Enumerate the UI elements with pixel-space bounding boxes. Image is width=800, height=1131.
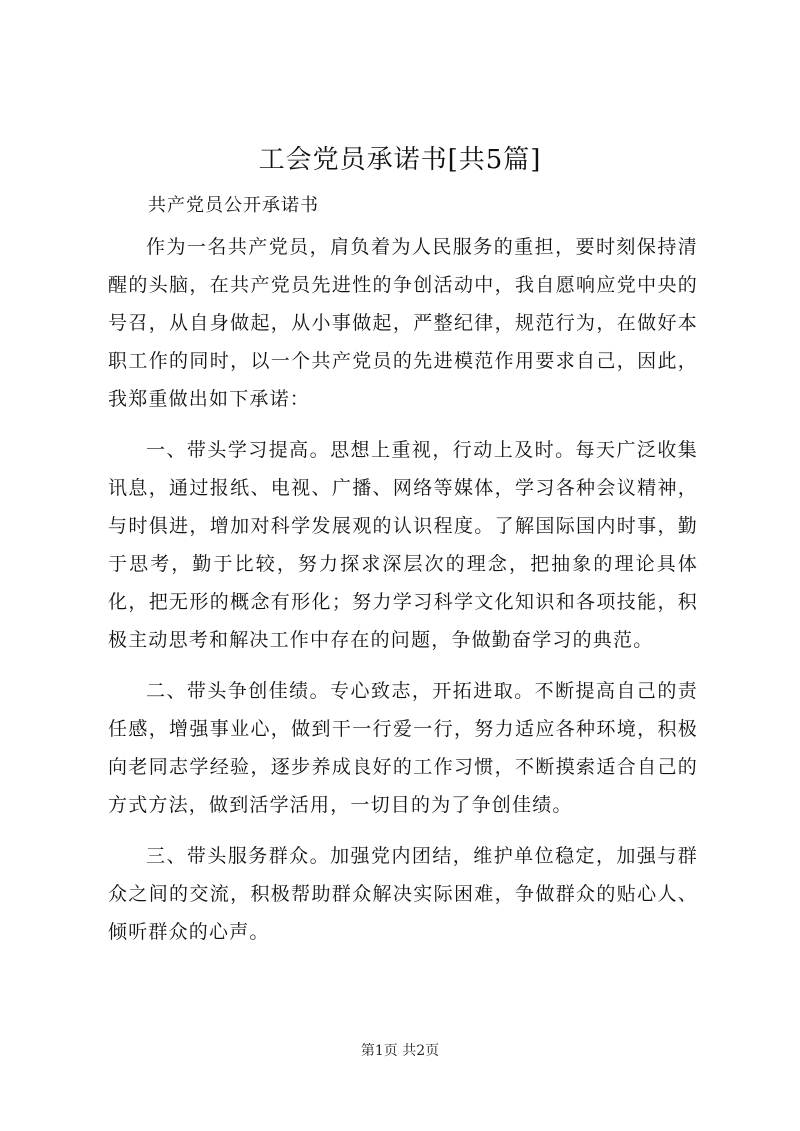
paragraph-achievement: 二、带头争创佳绩。专心致志，开拓进取。不断提高自己的责任感，增强事业心，做到干一行爱一行，努力适应各种环境，积极向老同志学经验，逐步养成良好的工作习惯，不断摸索适合自己的方式方法，做到活学活用，一切目的为了争创佳绩。 bbox=[108, 680, 698, 816]
page-number-footer: 第1页 共2页 bbox=[360, 1043, 440, 1059]
paragraph-service: 三、带头服务群众。加强党内团结，维护单位稳定，加强与群众之间的交流，积极帮助群众解决实际困难，争做群众的贴心人、倾听群众的心声。 bbox=[108, 845, 698, 943]
paragraph-intro: 作为一名共产党员，肩负着为人民服务的重担，要时刻保持清醒的头脑，在共产党员先进性的争创活动中，我自愿响应党中央的号召，从自身做起，从小事做起，严整纪律，规范行为，在做好本职工作的同时，以一个共产党员的先进模范作用要求自己，因此，我郑重做出如下承诺： bbox=[108, 236, 698, 410]
paragraph-study: 一、带头学习提高。思想上重视，行动上及时。每天广泛收集讯息，通过报纸、电视、广播、网络等媒体，学习各种会议精神，与时俱进，增加对科学发展观的认识程度。了解国际国内时事，勤于思考，勤于比较，努力探求深层次的理念，把抽象的理论具体化，把无形的概念有形化；努力学习科学文化知识和各项技能，积极主动思考和解决工作中存在的问题，争做勤奋学习的典范。 bbox=[108, 439, 698, 651]
document-title: 工会党员承诺书[共5篇] bbox=[258, 145, 542, 175]
document-subtitle: 共产党员公开承诺书 bbox=[148, 195, 319, 216]
document-body bbox=[108, 228, 698, 964]
